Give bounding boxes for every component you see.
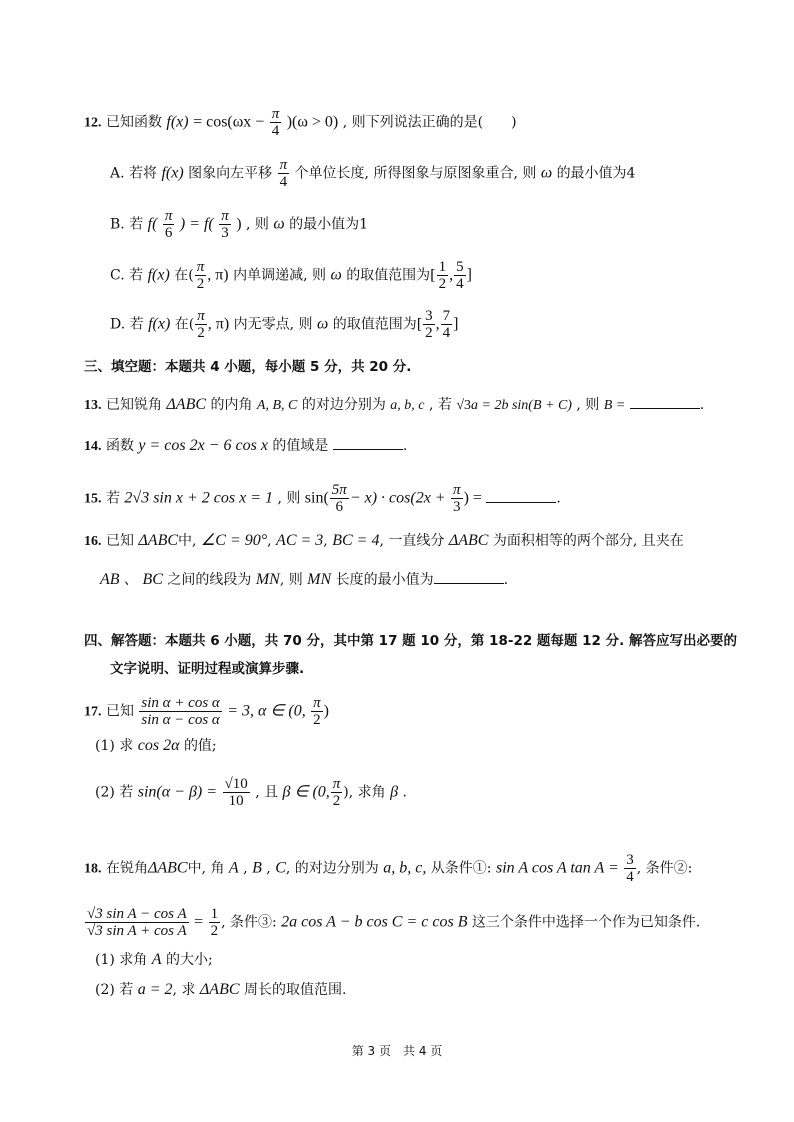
q14 bbox=[84, 435, 407, 457]
q16-angle: ∠C = 90° bbox=[200, 532, 268, 549]
q18-part2 bbox=[95, 980, 346, 1000]
q16-bc2: BC bbox=[142, 571, 163, 588]
q13-sides: a, b, c bbox=[390, 398, 425, 413]
option-a-end: 的最小值为4 bbox=[556, 165, 636, 182]
q13-triangle: ΔABC bbox=[166, 396, 207, 413]
q16-text-b: 中, bbox=[178, 533, 197, 549]
q16-text-e: 之间的线段为 bbox=[167, 572, 252, 588]
q18-part2-label: (2) bbox=[95, 982, 115, 998]
q18-cond2-label: , 条件②: bbox=[636, 860, 693, 877]
q16-mn: MN bbox=[255, 571, 280, 588]
q16-text-f: , 则 bbox=[279, 572, 303, 588]
q15-text-a: 若 bbox=[105, 490, 120, 507]
q18-text-g: 这三个条件中选择一个作为已知条件. bbox=[471, 914, 701, 931]
q15-close: ) = bbox=[463, 489, 482, 507]
option-d-in: 在( bbox=[174, 316, 195, 333]
q17-part1-end: 的值; bbox=[183, 738, 217, 754]
q13-number: 13. bbox=[84, 398, 102, 413]
q15-answer-blank[interactable] bbox=[486, 488, 556, 503]
q18-part1-end: 的大小; bbox=[165, 952, 213, 968]
q18-cond3: 2a cos A − b cos C = c cos B bbox=[281, 913, 468, 931]
q15-sin: sin( bbox=[304, 489, 329, 507]
q15-end: . bbox=[556, 490, 561, 507]
q16-text-g: 长度的最小值为 bbox=[335, 572, 434, 588]
q12-option-d bbox=[110, 308, 459, 341]
q13-sqrt3: √3 bbox=[456, 398, 471, 413]
q13-text-e: , 则 bbox=[576, 397, 600, 413]
q16-mn2: MN bbox=[307, 571, 332, 588]
q16-text-a: 已知 bbox=[105, 533, 134, 549]
q13-b-var: B = bbox=[603, 398, 626, 413]
section-3-title: 三、填空题：本题共 4 小题，每小题 5 分，共 20 分. bbox=[84, 359, 412, 375]
option-d-label: D. 若 bbox=[110, 316, 144, 333]
option-c-comma: , bbox=[449, 266, 454, 284]
q17-part1-label: (1) bbox=[95, 738, 115, 754]
q18-part2-end: 周长的取值范围. bbox=[243, 982, 347, 998]
q18-cond2-result: $\frac{1}{2}$ bbox=[210, 906, 219, 939]
q18-triangle: ΔABC bbox=[147, 859, 188, 877]
q16-end: . bbox=[503, 572, 509, 588]
q17-part2-pi: $\frac{\pi}{2}$ bbox=[332, 776, 341, 809]
q18-cond2-eq: = bbox=[194, 913, 204, 931]
q18-part2-triangle: ΔABC bbox=[199, 981, 240, 998]
option-c-label: C. 若 bbox=[110, 267, 144, 284]
q12-expr-cond: )(ω > 0) bbox=[286, 113, 339, 131]
q18-number: 18. bbox=[84, 861, 102, 877]
q14-end: . bbox=[402, 438, 408, 454]
q17-number: 17. bbox=[84, 704, 102, 720]
option-b-eq: ) = f( bbox=[179, 215, 214, 233]
q18-angle-a: A bbox=[228, 859, 239, 877]
q12-option-a bbox=[110, 157, 635, 190]
option-d-r2: $\frac{7}{4}$ bbox=[442, 308, 451, 341]
q18-text-b: 中, 角 bbox=[187, 860, 225, 877]
option-c-end: ] bbox=[466, 266, 472, 284]
option-d-r1: $\frac{3}{2}$ bbox=[425, 308, 433, 341]
q18-part2-expr: a = 2 bbox=[137, 981, 173, 998]
q17-part2-frac: $\frac{√10}{10}$ bbox=[224, 776, 248, 809]
q13-angles: A, B, C bbox=[256, 398, 298, 413]
q13-text-b: 的内角 bbox=[210, 397, 253, 413]
q16-bc: BC = 4 bbox=[332, 532, 380, 549]
q18-cond1-frac: $\frac{3}{4}$ bbox=[626, 852, 634, 885]
q13-end: . bbox=[699, 397, 705, 413]
q17-text-a: 已知 bbox=[105, 703, 134, 720]
q12-stem bbox=[84, 106, 517, 139]
q16-answer-blank[interactable] bbox=[434, 569, 504, 584]
option-d-omega: ω bbox=[316, 315, 329, 333]
q16-text-d: 为面积相等的两个部分, 且夹在 bbox=[492, 533, 684, 549]
q17-part1 bbox=[95, 736, 217, 756]
q18-line2 bbox=[84, 906, 700, 939]
q16-sep: 、 bbox=[124, 572, 138, 588]
q13 bbox=[84, 394, 704, 416]
q17-close: ) bbox=[323, 702, 329, 720]
q13-expr: a = 2b sin(B + C) bbox=[471, 398, 572, 413]
option-c-range: 的取值范围为[ bbox=[346, 267, 436, 284]
q12-number: 12. bbox=[84, 115, 102, 131]
option-a-fraction: $\frac{\pi}{4}$ bbox=[279, 157, 288, 190]
q18-part1-var: A bbox=[151, 951, 162, 968]
q18-sides: a, b, c, bbox=[383, 859, 427, 877]
q18-part1-label: (1) bbox=[95, 952, 115, 968]
option-b-f1: f( bbox=[147, 215, 158, 233]
option-a-text: 图象向左平移 bbox=[188, 165, 273, 182]
q18-part1 bbox=[95, 950, 213, 970]
q18-line1: 18. 在锐角ΔABC中, 角 A , B , C, 的对边分别为 a, b, c, 从条件①: sin A cos A tan A = $\frac{3}{4}$ , 条件②: bbox=[84, 852, 693, 885]
option-c-text: 内单调递减, 则 bbox=[233, 267, 326, 284]
q17-cond: = 3, α ∈ (0, bbox=[227, 702, 306, 720]
q16-ac: AC = 3 bbox=[276, 532, 324, 549]
q18-cond3-label: , 条件③: bbox=[221, 914, 277, 931]
q17-part2-end: . bbox=[402, 784, 407, 801]
option-c-in: 在( bbox=[174, 267, 194, 284]
q12-expr: = cos(ωx − bbox=[193, 113, 265, 131]
q12-option-b bbox=[110, 208, 368, 241]
option-d-frac: $\frac{\pi}{2}$ bbox=[197, 308, 205, 341]
section-4-title-line1: 四、解答题：本题共 6 小题，共 70 分，其中第 17 题 10 分，第 18-22 题每题 12 分. 解答应写出必要的 bbox=[84, 633, 737, 649]
q17-part2-text-c: ), 求角 bbox=[343, 784, 386, 801]
option-b-end: 的最小值为1 bbox=[289, 216, 368, 233]
option-d-comma: , bbox=[435, 315, 440, 333]
q17-part1-text: 求 bbox=[119, 738, 134, 754]
q18-part2-text: 若 bbox=[119, 982, 134, 998]
section-4-title-line2: 文字说明、证明过程或演算步骤. bbox=[110, 661, 305, 677]
page-footer: 第 3 页 共 4 页 bbox=[351, 1044, 443, 1058]
q15-text-b: , 则 bbox=[277, 490, 301, 507]
option-d-end: ] bbox=[453, 315, 459, 333]
option-b-close: ) bbox=[236, 215, 242, 233]
q16-line2 bbox=[100, 569, 508, 590]
q18-cond1: sin A cos A tan A = bbox=[495, 859, 619, 877]
q17-part2 bbox=[95, 776, 407, 809]
q18-cond1-label: 从条件①: bbox=[430, 860, 492, 877]
q14-text-a: 函数 bbox=[105, 438, 134, 454]
q18-text-a: 在锐角 bbox=[105, 860, 148, 877]
q17-part1-expr: cos 2α bbox=[137, 737, 180, 754]
q17 bbox=[84, 695, 329, 728]
option-d-text: 内无零点, 则 bbox=[233, 316, 313, 333]
q18-angle-b: B bbox=[252, 859, 262, 877]
q14-number: 14. bbox=[84, 439, 102, 454]
q18-cond2-frac: $\frac{\text{√3 sin A − cos A}}{\text{√3 sin A + cos A}}$ bbox=[87, 906, 187, 939]
q17-pi-frac: $\frac{\pi}{2}$ bbox=[313, 695, 321, 728]
option-b-label: B. 若 bbox=[110, 216, 144, 233]
option-a-label: A. 若将 bbox=[110, 165, 158, 182]
q14-answer-blank[interactable] bbox=[333, 435, 403, 450]
option-d-pi: , π) bbox=[207, 315, 230, 333]
q17-part2-expr: sin(α − β) = bbox=[137, 783, 218, 801]
q12-text: 已知函数 bbox=[105, 114, 162, 131]
q13-text-d: , 若 bbox=[428, 397, 452, 413]
q15-number: 15. bbox=[84, 491, 102, 507]
option-a-func: f(x) bbox=[161, 164, 184, 182]
q17-part2-text: 若 bbox=[119, 784, 134, 801]
q13-text-c: 的对边分别为 bbox=[301, 397, 386, 413]
q16-triangle: ΔABC bbox=[138, 532, 179, 549]
q12-func: f(x) bbox=[166, 113, 189, 131]
q17-part2-beta: β ∈ (0, bbox=[282, 783, 330, 801]
q17-fraction: $\frac{\text{sin α + cos α}}{\text{sin α − cos α}}$ bbox=[141, 695, 220, 728]
q16-line1: 16. 已知 ΔABC中, ∠C = 90°, AC = 3, BC = 4, 一直线分 ΔABC 为面积相等的两个部分, 且夹在 bbox=[84, 532, 684, 549]
q16-ab: AB bbox=[100, 571, 120, 588]
q12-question: , 则下列说法正确的是( ) bbox=[342, 114, 517, 131]
option-c-func: f(x) bbox=[147, 266, 170, 284]
q12-fraction: $\frac{\pi}{4}$ bbox=[271, 106, 280, 139]
q16-number: 16. bbox=[84, 534, 102, 549]
option-c-frac: $\frac{\pi}{2}$ bbox=[196, 259, 205, 292]
q13-text-a: 已知锐角 bbox=[105, 397, 162, 413]
option-d-range: 的取值范围为[ bbox=[332, 316, 423, 333]
option-a-text2: 个单位长度, 所得图象与原图象重合, 则 bbox=[294, 165, 537, 182]
q12-option-c bbox=[110, 259, 472, 292]
q17-part2-text-b: , 且 bbox=[255, 784, 279, 801]
option-c-omega: ω bbox=[330, 266, 342, 284]
q14-expr: y = cos 2x − 6 cos x bbox=[138, 437, 268, 454]
q18-part1-text: 求角 bbox=[119, 952, 148, 968]
q15 bbox=[84, 482, 561, 515]
option-c-pi: , π) bbox=[207, 266, 229, 284]
q15-frac1: $\frac{5\pi}{6}$ bbox=[331, 482, 347, 515]
q13-answer-blank[interactable] bbox=[630, 394, 700, 409]
option-c-r2: $\frac{5}{4}$ bbox=[456, 259, 464, 292]
q14-text-b: 的值域是 bbox=[272, 438, 329, 454]
option-c-r1: $\frac{1}{2}$ bbox=[438, 259, 447, 292]
q17-part2-var: β bbox=[390, 783, 399, 801]
option-b-frac2: $\frac{\pi}{3}$ bbox=[221, 208, 229, 241]
option-b-omega: ω bbox=[273, 215, 285, 233]
q18-angle-c: C bbox=[275, 859, 286, 877]
option-d-func: f(x) bbox=[148, 315, 171, 333]
q18-text-c: , 的对边分别为 bbox=[285, 860, 379, 877]
option-b-frac1: $\frac{\pi}{6}$ bbox=[164, 208, 173, 241]
q17-part2-label: (2) bbox=[95, 784, 115, 801]
q15-condition: 2√3 sin x + 2 cos x = 1 bbox=[124, 489, 273, 507]
q15-frac2: $\frac{\pi}{3}$ bbox=[453, 482, 461, 515]
option-b-text: , 则 bbox=[245, 216, 269, 233]
q18-part2-text-b: , 求 bbox=[172, 982, 196, 998]
q16-triangle2: ΔABC bbox=[448, 532, 489, 549]
q16-text-c: , 一直线分 bbox=[379, 533, 445, 549]
q15-mid: − x) · cos(2x + bbox=[349, 489, 446, 507]
option-a-omega: ω bbox=[540, 164, 553, 182]
